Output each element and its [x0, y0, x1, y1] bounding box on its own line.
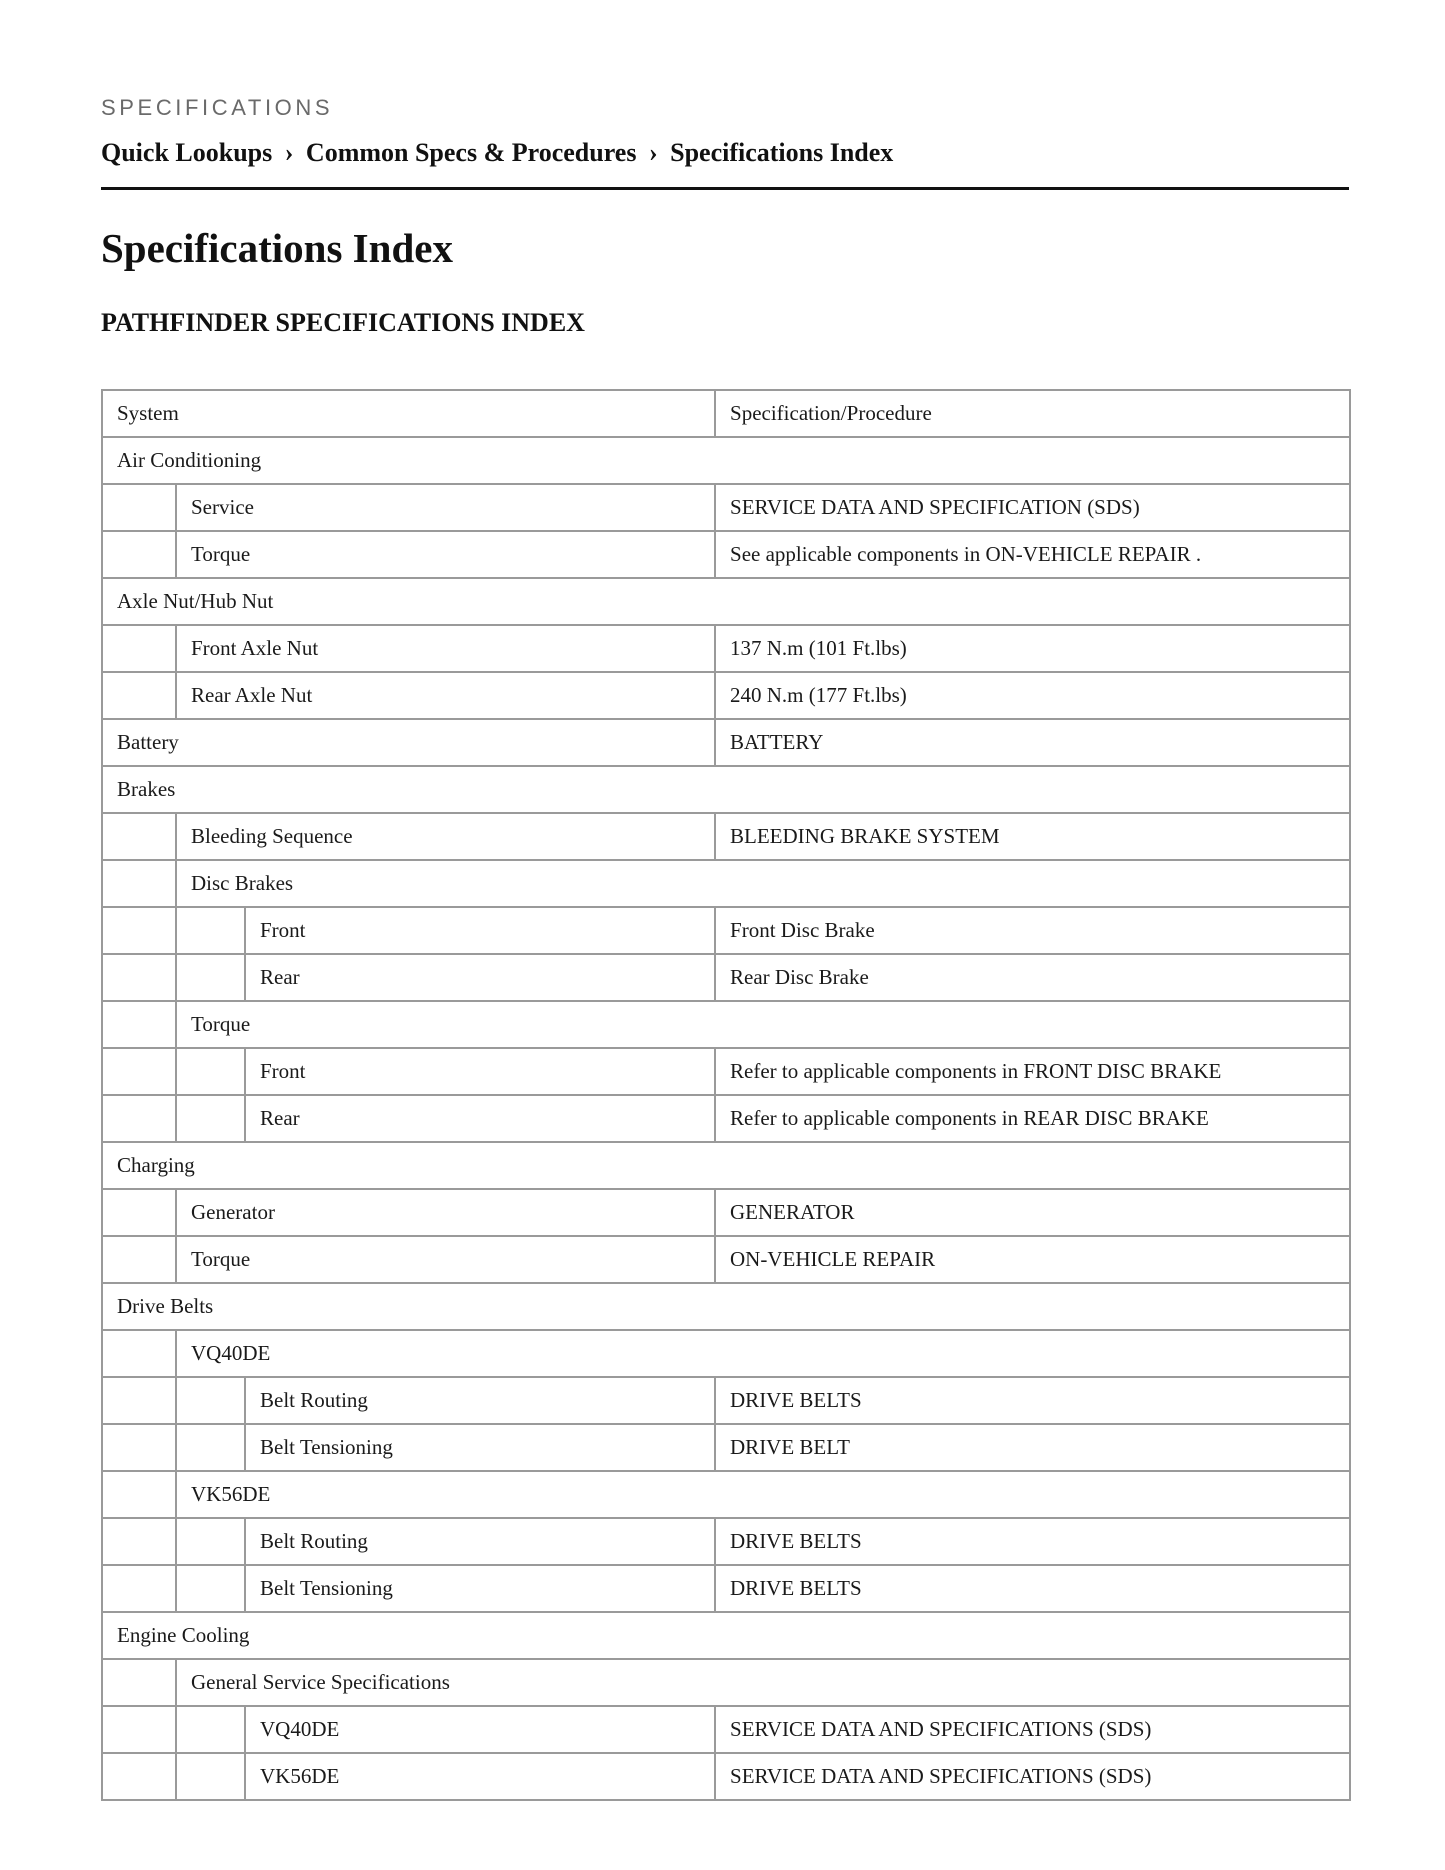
indent-cell: [102, 672, 176, 719]
system-cell: Air Conditioning: [102, 437, 1350, 484]
system-cell: Belt Routing: [245, 1377, 715, 1424]
indent-cell: [176, 1753, 245, 1800]
table-row: [102, 1001, 1350, 1048]
indent-cell: [102, 1377, 176, 1424]
specification-cell[interactable]: Front Disc Brake: [715, 907, 1350, 954]
specification-cell[interactable]: BATTERY: [715, 719, 1350, 766]
system-cell: Engine Cooling: [102, 1612, 1350, 1659]
system-cell: Charging: [102, 1142, 1350, 1189]
table-row: [102, 719, 1350, 766]
breadcrumb-item-specifications-index[interactable]: Specifications Index: [670, 138, 894, 167]
system-cell: Torque: [176, 1236, 715, 1283]
column-header-system: System: [102, 390, 715, 437]
system-cell: VK56DE: [176, 1471, 1350, 1518]
table-row: [102, 813, 1350, 860]
indent-cell: [176, 1518, 245, 1565]
system-cell: General Service Specifications: [176, 1659, 1350, 1706]
specification-cell[interactable]: DRIVE BELTS: [715, 1518, 1350, 1565]
breadcrumb: [101, 138, 893, 168]
specification-cell[interactable]: GENERATOR: [715, 1189, 1350, 1236]
indent-cell: [102, 1330, 176, 1377]
system-cell: Belt Routing: [245, 1518, 715, 1565]
specification-cell[interactable]: Rear Disc Brake: [715, 954, 1350, 1001]
indent-cell: [176, 1377, 245, 1424]
table-row: [102, 1424, 1350, 1471]
indent-cell: [102, 531, 176, 578]
system-cell: Torque: [176, 1001, 1350, 1048]
system-cell: Belt Tensioning: [245, 1424, 715, 1471]
system-cell: Battery: [102, 719, 715, 766]
system-cell: Rear: [245, 1095, 715, 1142]
breadcrumb-item-common-specs[interactable]: Common Specs & Procedures: [305, 138, 637, 167]
table-row: [102, 672, 1350, 719]
indent-cell: [102, 813, 176, 860]
indent-cell: [102, 1189, 176, 1236]
system-cell: Front: [245, 1048, 715, 1095]
specification-cell[interactable]: SERVICE DATA AND SPECIFICATIONS (SDS): [715, 1706, 1350, 1753]
table-row: [102, 578, 1350, 625]
indent-cell: [102, 1424, 176, 1471]
specification-cell[interactable]: SERVICE DATA AND SPECIFICATION (SDS): [715, 484, 1350, 531]
system-cell: Rear Axle Nut: [176, 672, 715, 719]
table-row: [102, 1095, 1350, 1142]
system-cell: VK56DE: [245, 1753, 715, 1800]
breadcrumb-item-quick-lookups[interactable]: Quick Lookups: [101, 138, 273, 167]
specification-cell[interactable]: BLEEDING BRAKE SYSTEM: [715, 813, 1350, 860]
system-cell: Service: [176, 484, 715, 531]
table-row: [102, 766, 1350, 813]
header-divider: [101, 187, 1349, 190]
table-row: [102, 1189, 1350, 1236]
table-row: [102, 1565, 1350, 1612]
table-row: [102, 907, 1350, 954]
system-cell: Front Axle Nut: [176, 625, 715, 672]
specification-cell[interactable]: 240 N.m (177 Ft.lbs): [715, 672, 1350, 719]
system-cell: Axle Nut/Hub Nut: [102, 578, 1350, 625]
table-row: [102, 1471, 1350, 1518]
system-cell: Disc Brakes: [176, 860, 1350, 907]
indent-cell: [102, 1706, 176, 1753]
indent-cell: [176, 1565, 245, 1612]
table-row: [102, 1142, 1350, 1189]
indent-cell: [176, 1424, 245, 1471]
specification-cell[interactable]: SERVICE DATA AND SPECIFICATIONS (SDS): [715, 1753, 1350, 1800]
indent-cell: [102, 625, 176, 672]
indent-cell: [102, 1095, 176, 1142]
page-title: Specifications Index: [101, 225, 453, 271]
specification-cell[interactable]: DRIVE BELTS: [715, 1377, 1350, 1424]
indent-cell: [176, 907, 245, 954]
breadcrumb-separator: ›: [648, 138, 658, 167]
table-row: [102, 531, 1350, 578]
system-cell: Bleeding Sequence: [176, 813, 715, 860]
table-row: [102, 1659, 1350, 1706]
table-row: [102, 1377, 1350, 1424]
indent-cell: [176, 1095, 245, 1142]
page-subtitle: PATHFINDER SPECIFICATIONS INDEX: [101, 308, 585, 337]
table-row: [102, 1518, 1350, 1565]
specification-cell[interactable]: Refer to applicable components in FRONT DISC BRAKE: [715, 1048, 1350, 1095]
specification-cell[interactable]: ON-VEHICLE REPAIR: [715, 1236, 1350, 1283]
specification-cell[interactable]: 137 N.m (101 Ft.lbs): [715, 625, 1350, 672]
indent-cell: [102, 1753, 176, 1800]
indent-cell: [102, 1471, 176, 1518]
system-cell: Generator: [176, 1189, 715, 1236]
system-cell: Drive Belts: [102, 1283, 1350, 1330]
indent-cell: [102, 1518, 176, 1565]
table-row: [102, 1283, 1350, 1330]
indent-cell: [176, 1706, 245, 1753]
system-cell: Torque: [176, 531, 715, 578]
indent-cell: [102, 1048, 176, 1095]
system-cell: Front: [245, 907, 715, 954]
section-label: SPECIFICATIONS: [101, 95, 334, 120]
indent-cell: [102, 484, 176, 531]
table-row: [102, 860, 1350, 907]
indent-cell: [176, 1048, 245, 1095]
system-cell: Brakes: [102, 766, 1350, 813]
indent-cell: [102, 860, 176, 907]
specifications-table: [101, 389, 1351, 1801]
table-row: [102, 484, 1350, 531]
system-cell: Rear: [245, 954, 715, 1001]
indent-cell: [176, 954, 245, 1001]
table-header-row: [102, 390, 1350, 437]
system-cell: VQ40DE: [245, 1706, 715, 1753]
indent-cell: [102, 1565, 176, 1612]
specification-cell[interactable]: DRIVE BELTS: [715, 1565, 1350, 1612]
table-row: [102, 954, 1350, 1001]
specification-cell[interactable]: Refer to applicable components in REAR DISC BRAKE: [715, 1095, 1350, 1142]
specification-cell[interactable]: DRIVE BELT: [715, 1424, 1350, 1471]
breadcrumb-separator: ›: [284, 138, 294, 167]
system-cell: Belt Tensioning: [245, 1565, 715, 1612]
system-cell: VQ40DE: [176, 1330, 1350, 1377]
indent-cell: [102, 1236, 176, 1283]
table-row: [102, 1048, 1350, 1095]
table-row: [102, 437, 1350, 484]
table-row: [102, 1706, 1350, 1753]
indent-cell: [102, 1001, 176, 1048]
table-row: [102, 1612, 1350, 1659]
column-header-specification: Specification/Procedure: [715, 390, 1350, 437]
table-row: [102, 1753, 1350, 1800]
table-row: [102, 1330, 1350, 1377]
table-row: [102, 1236, 1350, 1283]
indent-cell: [102, 1659, 176, 1706]
specification-cell[interactable]: See applicable components in ON-VEHICLE REPAIR .: [715, 531, 1350, 578]
indent-cell: [102, 907, 176, 954]
indent-cell: [102, 954, 176, 1001]
table-row: [102, 625, 1350, 672]
